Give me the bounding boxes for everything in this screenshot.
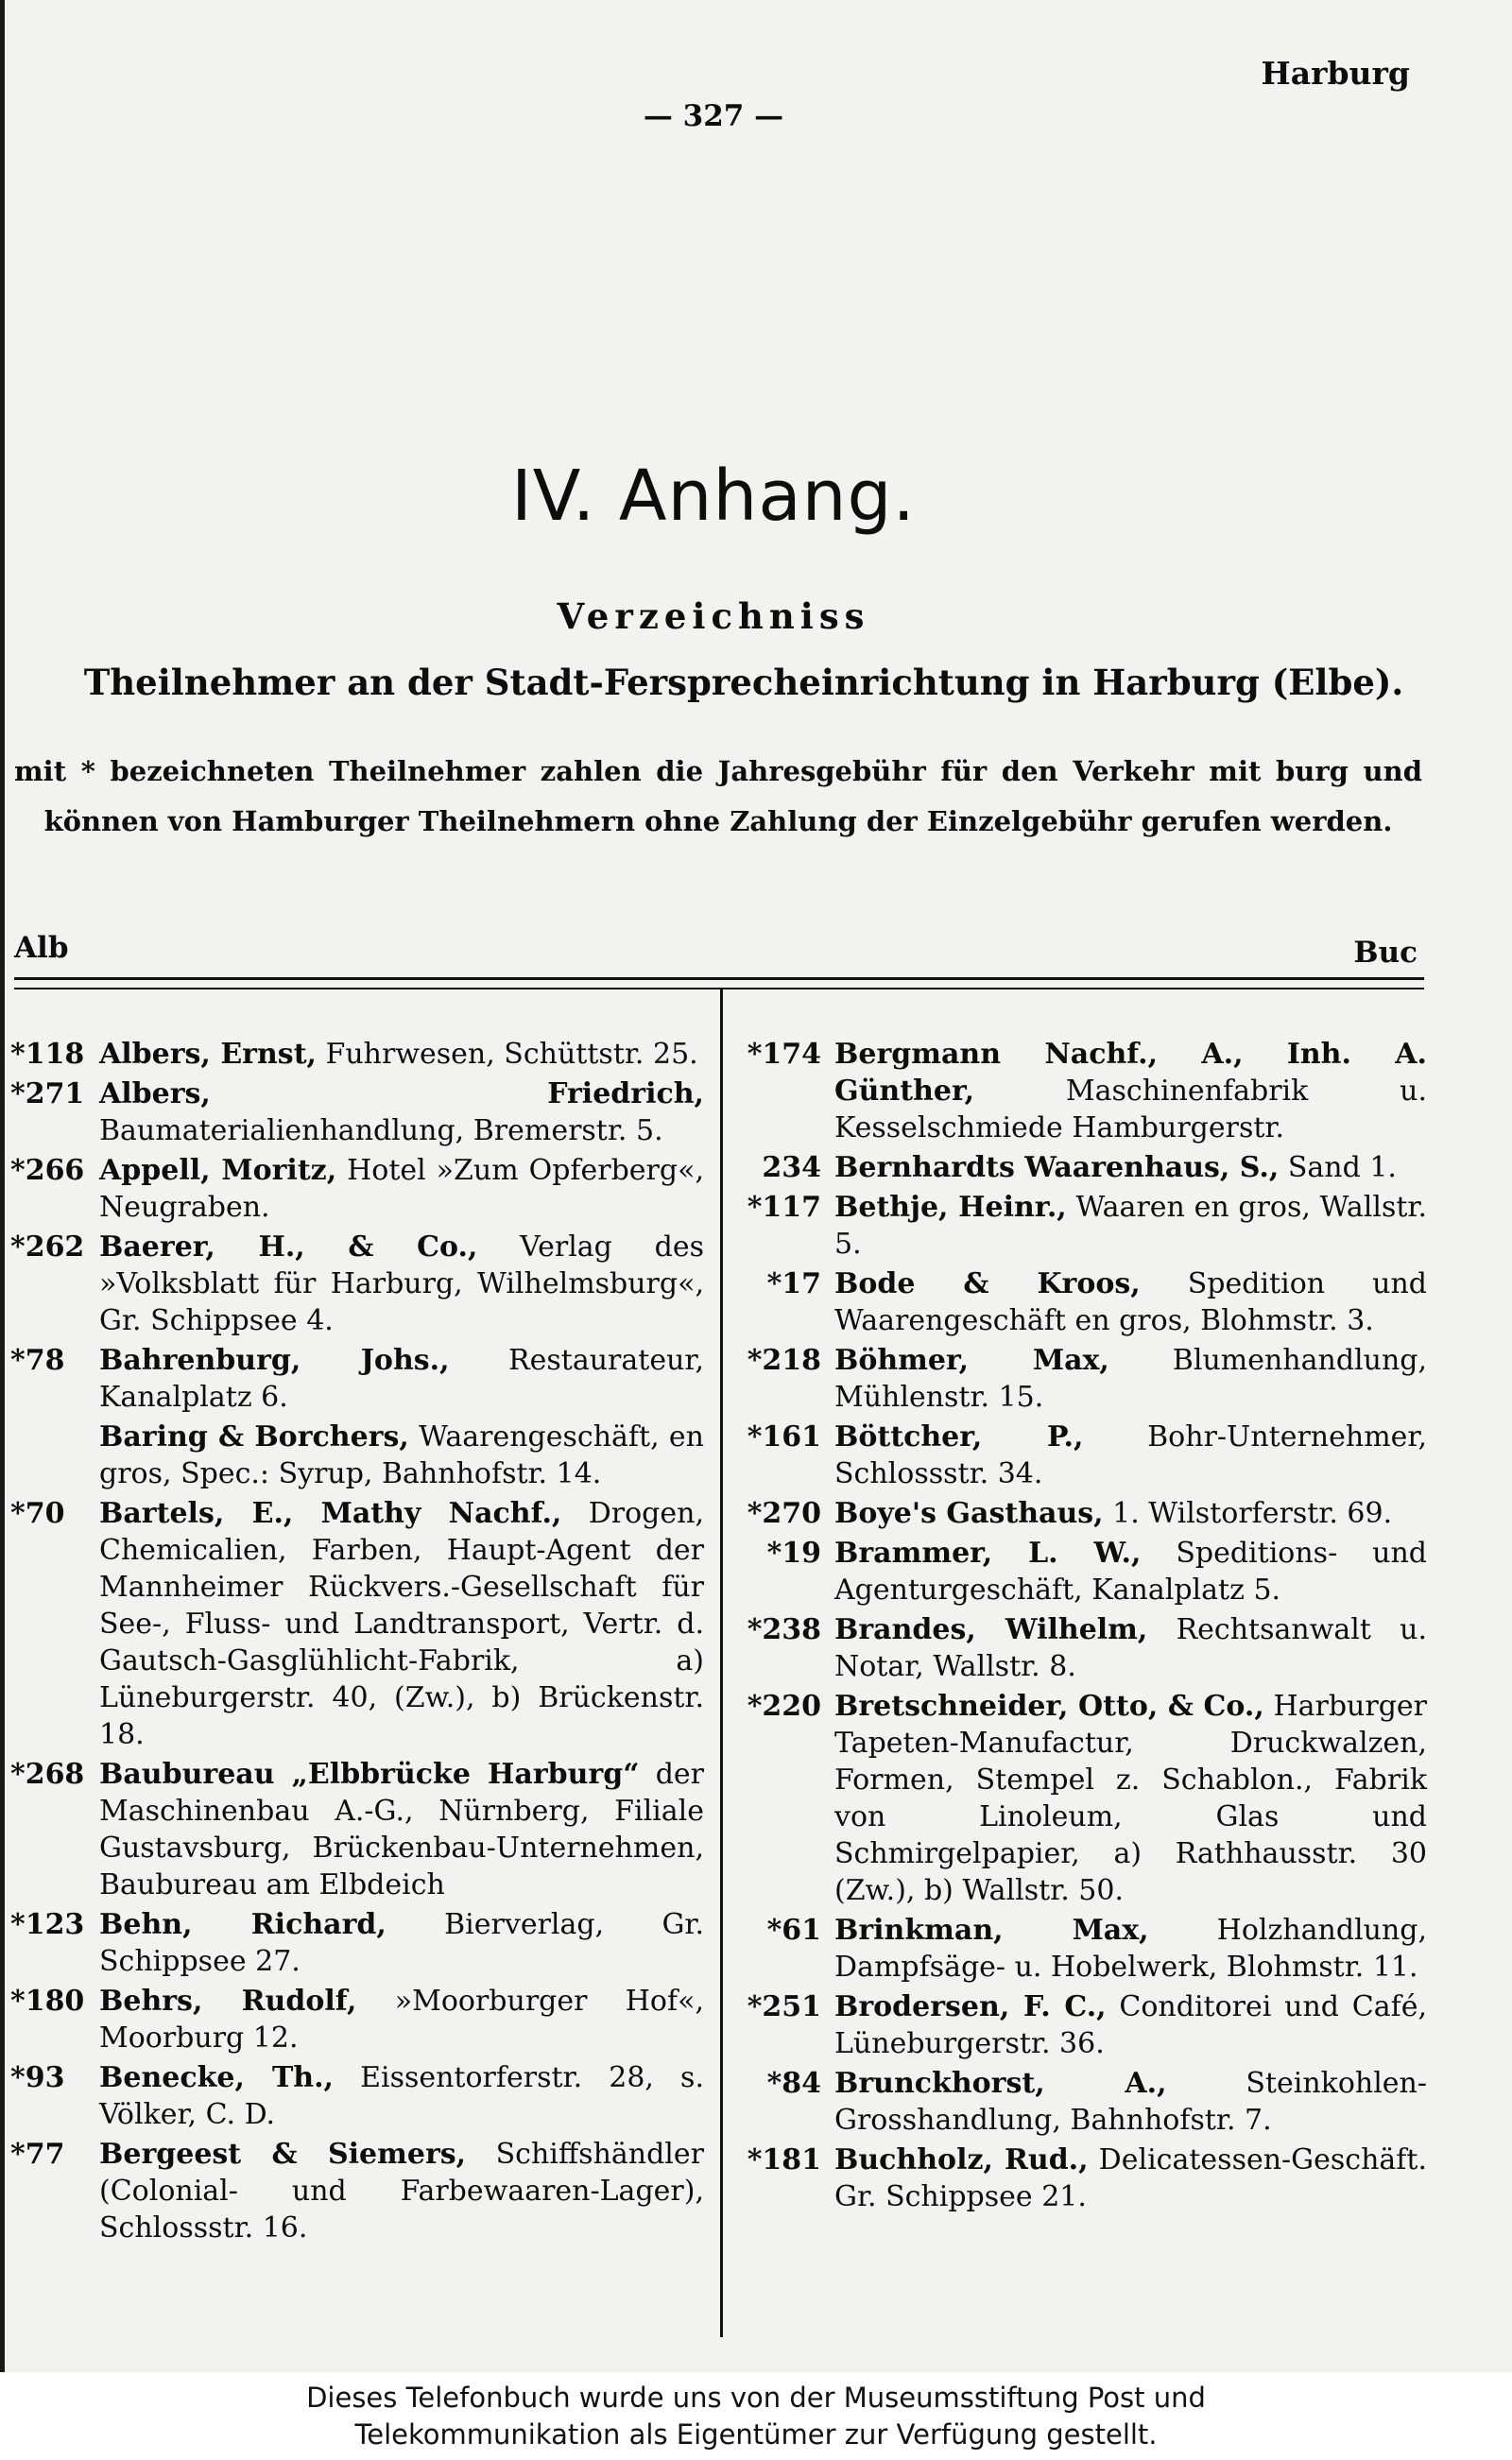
directory-entry [5,1036,704,1073]
subscriber-text [834,1419,1427,1492]
subscriber-text [834,1189,1427,1263]
subscriber-name: Brunckhorst, A., [834,2067,1167,2100]
subscriber-number: *181 [747,2143,821,2176]
subscriber-text [99,1036,704,1073]
subscriber-number: *180 [10,1985,85,2018]
subscriber-number: *161 [747,1420,821,1454]
section-subtitle: Verzeichniss [557,595,870,637]
directory-entry [5,1983,704,2056]
subscriber-number: *238 [747,1613,821,1646]
subscriber-name: Bernhardts Waarenhaus, S., [834,1151,1280,1184]
subscriber-details: 1. Wilstorferstr. 69. [1103,1497,1393,1530]
subscriber-details: Conditorei und Café, Lüneburgerstr. 36. [834,1990,1427,2060]
subscriber-number: *84 [766,2067,821,2100]
subscriber-number: *174 [747,1038,821,1071]
subscriber-details: Harburger Tapeten-Manufactur, Druckwalzen, Formen, Stempel z. Schablon., Fabrik von Linoleum, Glas und Schmirgelpapier, a) Rathhausstr. 30 (Zw.), b) Wallstr. 50. [834,1690,1427,1907]
directory-entry [723,2142,1427,2215]
subscriber-text [99,1152,704,1226]
subscriber-text [834,1342,1427,1416]
section-heading: Theilnehmer an der Stadt-Fersprecheinrichtung in Harburg (Elbe). [83,662,1404,703]
subscriber-text [834,2065,1427,2139]
subscriber-text [99,1906,704,1980]
subscriber-name: Bode & Kroos, [834,1267,1141,1300]
subscriber-name: Appell, Moritz, [99,1154,337,1187]
subscriber-text [99,1419,704,1492]
subscriber-number: *61 [766,1914,821,1947]
subscriber-details: Maschinenfabrik u. Kesselschmiede Hamburgerstr. [834,1075,1427,1144]
subscriber-number: *117 [747,1191,821,1224]
directory-entry [723,1189,1427,1263]
subscriber-number: *270 [747,1497,821,1530]
subscriber-details: Eissentorferstr. 28, s. Völker, C. D. [99,2061,704,2131]
subscriber-number [5,1419,99,1492]
subscriber-details: »Moorburger Hof«, Moorburg 12. [99,1985,704,2055]
subscriber-name: Böhmer, Max, [834,1344,1109,1377]
subscriber-text [834,1495,1427,1532]
subscriber-text [99,1983,704,2056]
subscriber-text [99,2136,704,2246]
subscriber-number: *118 [10,1038,85,1071]
subscriber-number: *77 [10,2138,65,2171]
subscriber-details: Rechtsanwalt u. Notar, Wallstr. 8. [834,1613,1427,1683]
subscriber-text [834,1036,1427,1146]
header-rule [14,977,1424,980]
page-number: — 327 — [643,99,784,133]
subscriber-details: Verlag des »Volksblatt für Harburg, Wilhelmsburg«, Gr. Schippsee 4. [99,1230,704,1337]
subscriber-number: *19 [766,1537,821,1570]
subscriber-text [834,1265,1427,1339]
subscriber-details: Restaurateur, Kanalplatz 6. [99,1344,704,1414]
subscriber-details: Bohr-Unternehmer, Schlossstr. 34. [834,1420,1427,1490]
subscriber-number: *262 [10,1230,85,1264]
directory-entry [723,1149,1427,1186]
left-column [5,1036,704,2249]
subscriber-details: Waaren en gros, Wallstr. 5. [834,1191,1427,1261]
subscriber-name: Brodersen, F. C., [834,1990,1107,2023]
directory-entry [5,1152,704,1226]
subscriber-details: der Maschinenbau A.-G., Nürnberg, Filiale Gustavsburg, Brückenbau-Unternehmen, Baubureau am Elbdeich [99,1758,704,1901]
subscriber-name: Brandes, Wilhelm, [834,1613,1148,1646]
subscriber-text [99,1342,704,1416]
subscriber-name: Benecke, Th., [99,2061,334,2094]
subscriber-name: Bahrenburg, Johs., [99,1344,450,1377]
subscriber-name: Böttcher, P., [834,1420,1084,1454]
subscriber-number: *220 [747,1690,821,1723]
subscriber-name: Baring & Borchers, [99,1420,409,1454]
directory-entry [723,1419,1427,1492]
directory-entry [723,1688,1427,1909]
right-column [723,1036,1427,2218]
directory-entry [5,1229,704,1339]
subscriber-name: Brammer, L. W., [834,1537,1142,1570]
subscriber-name: Baubureau „Elbbrücke Harburg“ [99,1758,640,1791]
alphabet-range-end: Buc [1353,936,1418,970]
subscriber-text [99,2059,704,2133]
subscriber-details: Holzhandlung, Dampfsäge- u. Hobelwerk, Blohmstr. 11. [834,1914,1428,1984]
subscriber-text [99,1229,704,1339]
subscriber-name: Boye's Gasthaus, [834,1497,1104,1530]
subscriber-details: Sand 1. [1279,1151,1397,1184]
footer-credit [0,2372,1512,2460]
subscriber-name: Bretschneider, Otto, & Co., [834,1690,1264,1723]
footer-line-1: Dieses Telefonbuch wurde uns von der Museumsstiftung Post und [306,2382,1206,2414]
subscriber-name: Bethje, Heinr., [834,1191,1067,1224]
subscriber-name: Bartels, E., Mathy Nachf., [99,1497,562,1530]
subscriber-details: Spedition und Waarengeschäft en gros, Blohmstr. 3. [834,1267,1427,1337]
appendix-title: IV. Anhang. [510,456,917,537]
subscriber-number: *78 [10,1344,65,1377]
directory-entry [723,1535,1427,1608]
directory-entry [5,1419,704,1492]
directory-entry [723,1495,1427,1532]
subscriber-number: *251 [747,1990,821,2023]
header-rule-thin [14,988,1424,989]
footer-line-2: Telekommunikation als Eigentümer zur Verfügung gestellt. [354,2418,1158,2451]
subscriber-text [834,2142,1427,2215]
directory-entry [723,1036,1427,1146]
subscriber-name: Behn, Richard, [99,1908,387,1941]
subscriber-name: Bergeest & Siemers, [99,2138,467,2171]
subscriber-details: Speditions- und Agenturgeschäft, Kanalplatz 5. [834,1537,1427,1607]
subscriber-number: *266 [10,1154,85,1187]
directory-entry [723,1988,1427,2062]
directory-entry [5,1342,704,1416]
directory-entry [723,1611,1427,1685]
subscriber-text [834,1912,1427,1986]
subscriber-name: Baerer, H., & Co., [99,1230,478,1264]
directory-entry [723,1912,1427,1986]
subscriber-text [834,1149,1427,1186]
directory-entry [5,2136,704,2246]
subscriber-name: Brinkman, Max, [834,1914,1149,1947]
subscriber-number: *17 [766,1267,821,1300]
subscriber-name: Behrs, Rudolf, [99,1985,357,2018]
subscriber-number: *268 [10,1758,85,1791]
subscriber-name: Albers, Friedrich, [99,1077,704,1110]
subscriber-details: Baumaterialienhandlung, Bremerstr. 5. [99,1114,663,1147]
subscriber-name: Buchholz, Rud., [834,2143,1089,2176]
subscriber-number: *123 [10,1908,85,1941]
subscriber-details: Blumenhandlung, Mühlenstr. 15. [834,1344,1428,1414]
subscriber-name: Albers, Ernst, [99,1038,317,1071]
subscriber-number: 234 [762,1151,821,1184]
subscriber-number: *218 [747,1344,821,1377]
subscriber-text [834,1988,1427,2062]
subscriber-text [834,1688,1427,1909]
subscriber-text [834,1535,1427,1608]
subscriber-details: Fuhrwesen, Schüttstr. 25. [317,1038,698,1071]
directory-entry [5,1075,704,1149]
subscriber-text [99,1075,704,1149]
subscriber-details: Delicatessen-Geschäft. Gr. Schippsee 21. [834,2143,1427,2213]
subscriber-details: Waarengeschäft, en gros, Spec.: Syrup, Bahnhofstr. 14. [99,1420,704,1490]
directory-entry [5,2059,704,2133]
subscriber-number: *93 [10,2061,65,2094]
directory-entry [5,1495,704,1753]
subscriber-details: Hotel »Zum Opferberg«, Neugraben. [99,1154,704,1224]
subscriber-details: Steinkohlen-Grosshandlung, Bahnhofstr. 7. [834,2067,1428,2137]
subscriber-details: Bierverlag, Gr. Schippsee 27. [99,1908,704,1978]
subscriber-name: Bergmann Nachf., A., Inh. A. Günther, [834,1038,1427,1108]
asterisk-note: mit * bezeichneten Theilnehmer zahlen die Jahresgebühr für den Verkehr mit burg und können von Hamburger Theilnehmern ohne Zahlung der Einzelgebühr gerufen werden. [14,755,1422,837]
directory-entry [723,1342,1427,1416]
directory-entry [723,2065,1427,2139]
subscriber-number: *271 [10,1077,85,1110]
directory-entry [723,1265,1427,1339]
subscriber-text [834,1611,1427,1685]
subscriber-text [99,1756,704,1903]
directory-entry [5,1906,704,1980]
subscriber-details: Drogen, Chemicalien, Farben, Haupt-Agent der Mannheimer Rückvers.-Gesellschaft für See-, Fluss- und Landtransport, Vertr. d. Gautsch-Gasglühlicht-Fabrik, a) Lüneburgerstr. 40, (Zw.), b) Brückenstr. 18. [99,1497,704,1751]
subscriber-text [99,1495,704,1753]
subscriber-details: Schiffshändler (Colonial- und Farbewaaren-Lager), Schlossstr. 16. [99,2138,704,2245]
subscriber-number: *70 [10,1497,65,1530]
alphabet-range-start: Alb [14,931,69,965]
directory-entry [5,1756,704,1903]
running-header: Harburg [1261,55,1410,92]
